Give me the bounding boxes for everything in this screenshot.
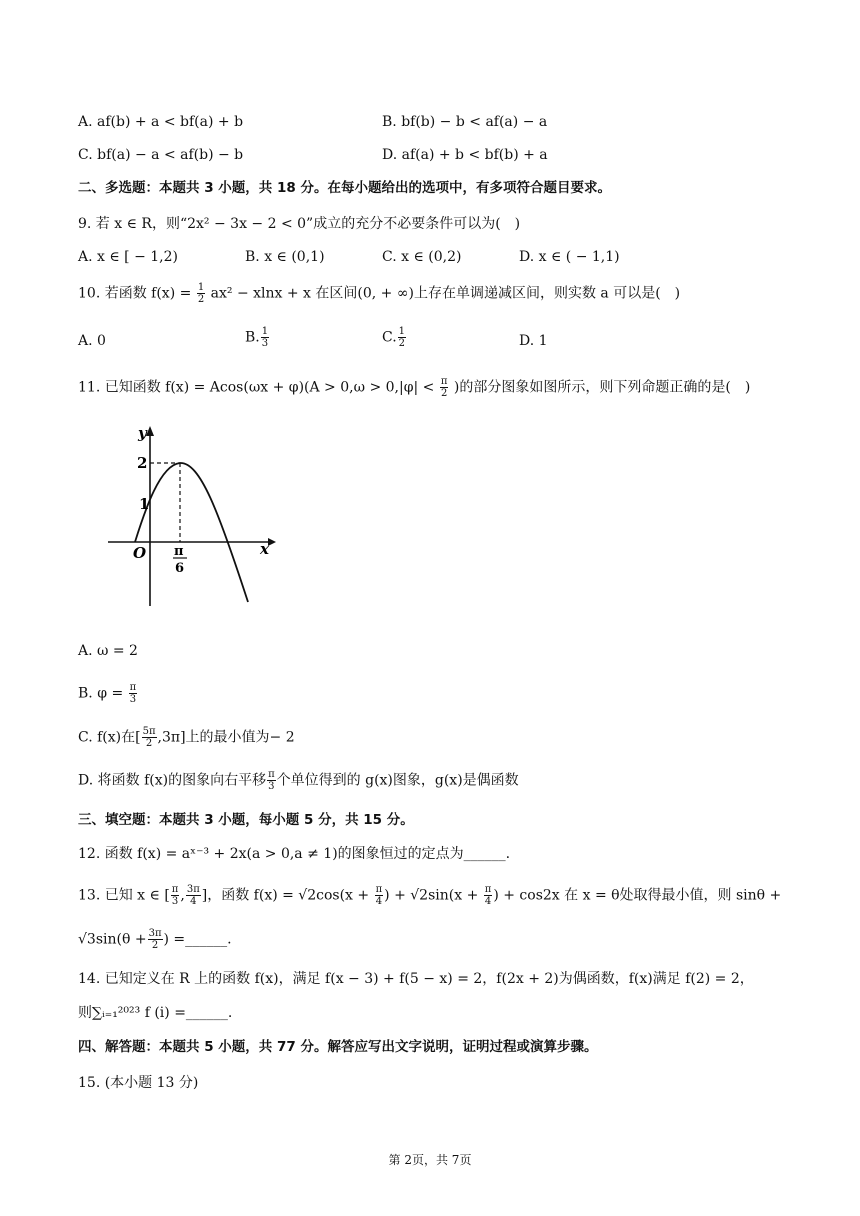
section-4-heading: 四、解答题：本题共 5 小题，共 77 分。解答应写出文字说明，证明过程或演算步骤。: [78, 1039, 598, 1055]
cosine-curve: [135, 463, 248, 602]
q10-option-a: A. 0: [78, 333, 106, 349]
q9-option-d: D. x ∈ ( − 1,1): [519, 249, 620, 265]
q11-option-b: B. φ = $\frac{\pi}{3}$: [78, 682, 137, 705]
section-2-heading: 二、多选题：本题共 3 小题，共 18 分。在每小题给出的选项中，有多项符合题目要求。: [78, 180, 611, 196]
q10-option-c: C. $\frac{1}{2}$: [382, 326, 406, 349]
q8-option-d: D. af(a) + b < bf(b) + a: [382, 147, 548, 163]
x-axis-arrow: [268, 538, 276, 546]
q11-option-d: D. 将函数 f(x)的图象向右平移 $\frac{\pi}{3}$ 个单位得到的 g(x)图象，g(x)是偶函数: [78, 769, 519, 792]
x-tick-pi: π: [174, 544, 184, 559]
q11-fraction-pi-over-2: $\frac{\pi}{2}$: [440, 376, 448, 399]
y-axis-label: y: [138, 424, 147, 442]
q9-option-b: B. x ∈ (0,1): [245, 249, 325, 265]
q10-stem-post: ax² − xlnx + x 在区间(0, + ∞)上存在单调递减区间，则实数 a 可以是( ): [210, 285, 681, 302]
x-tick-6: 6: [175, 561, 185, 576]
q12-stem: 12. 函数 f(x) = aˣ⁻³ + 2x(a > 0,a ≠ 1)的图象恒过的定点为______.: [78, 846, 511, 862]
q10-stem-pre: 10. 若函数 f(x) =: [78, 285, 192, 302]
section-3-heading: 三、填空题：本题共 3 小题，每小题 5 分，共 15 分。: [78, 812, 414, 828]
q11-cosine-graph: [100, 420, 280, 610]
x-axis-label: x: [260, 540, 269, 558]
q8-option-b: B. bf(b) − b < af(a) − a: [382, 114, 548, 130]
q9-option-c: C. x ∈ (0,2): [382, 249, 462, 265]
q13-line-2: √3sin(θ + $\frac{3\pi}{2}$ ) =______.: [78, 928, 232, 951]
q8-option-a: A. af(b) + a < bf(a) + b: [78, 114, 244, 130]
q8-option-c: C. bf(a) − a < af(b) − b: [78, 147, 244, 163]
q11-option-c: C. f(x)在[ $\frac{5\pi}{2}$ ,3π]上的最小值为− 2: [78, 726, 295, 749]
origin-label: O: [133, 544, 147, 562]
y-axis-arrow: [146, 426, 154, 436]
q11-stem: 11. 已知函数 f(x) = Acos(ωx + φ)(A > 0,ω > 0,|φ| < $\frac{\pi}{2}$ )的部分图象如图所示，则下列命题正确的是( ): [78, 376, 751, 399]
q14-line-2: 则∑ᵢ₌₁²⁰²³ f (i) =______.: [78, 1005, 233, 1021]
q10-fraction-half: $\frac{1}{2}$: [197, 282, 205, 305]
y-tick-1: 1: [139, 495, 150, 513]
q13-line-1: 13. 已知 x ∈ [ $\frac{\pi}{3}$ , $\frac{3\pi}{4}$ ]，函数 f(x) = √2cos(x + $\frac{\pi}{4}$ ) + √2sin(x + $\frac{\pi}{4}$ ) + cos2x 在 x = θ处取得最小值，则 sinθ +: [78, 884, 782, 907]
q10-option-b: B. $\frac{1}{3}$: [245, 326, 269, 349]
q9-stem: 9. 若 x ∈ R，则“2x² − 3x − 2 < 0”成立的充分不必要条件可以为( ): [78, 216, 521, 232]
y-tick-2: 2: [137, 454, 148, 472]
q14-line-1: 14. 已知定义在 R 上的函数 f(x)，满足 f(x − 3) + f(5 − x) = 2，f(2x + 2)为偶函数，f(x)满足 f(2) = 2，: [78, 971, 754, 987]
page-footer: 第 2页，共 7页: [388, 1153, 472, 1167]
q15-heading: 15. (本小题 13 分): [78, 1075, 199, 1091]
q10-option-d: D. 1: [519, 333, 548, 349]
q10-stem: [78, 282, 680, 305]
q11-option-a: A. ω = 2: [78, 643, 138, 659]
q9-option-a: A. x ∈ [ − 1,2): [78, 249, 178, 265]
